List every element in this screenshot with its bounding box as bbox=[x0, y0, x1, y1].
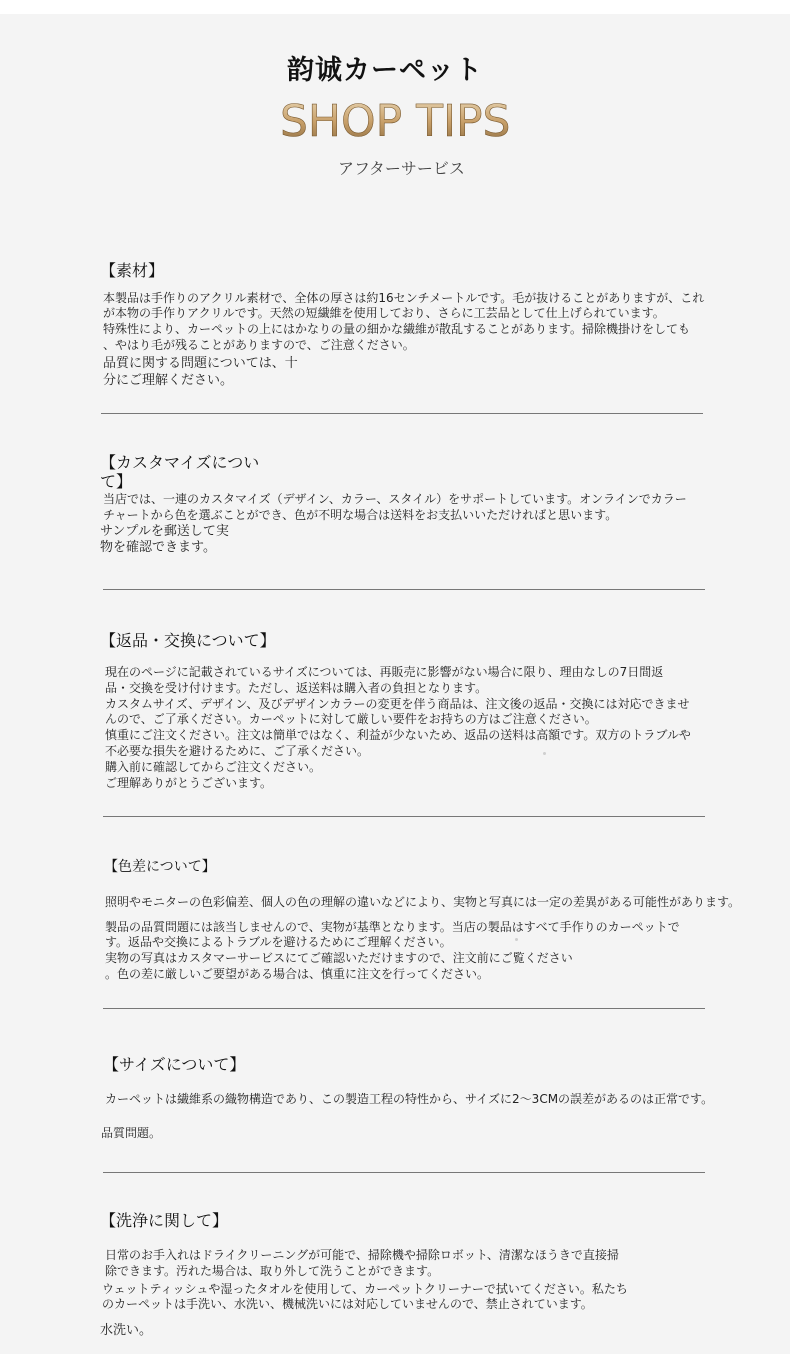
divider bbox=[101, 413, 703, 414]
section-text-color-line-2: 製品の品質問題には該当しませんので、実物が基準となります。当店の製品はすべて手作りのカーペットで bbox=[105, 920, 680, 934]
section-text-cleaning-line-2: 除できます。汚れた場合は、取り外して洗うことができます。 bbox=[105, 1264, 440, 1278]
speck bbox=[543, 752, 546, 755]
section-heading-cleaning: 【洗浄に関して】 bbox=[100, 1211, 229, 1230]
section-text-returns-line-1: 現在のページに記載されているサイズについては、再販売に影響がない場合に限り、理由なしの7日間返 bbox=[105, 665, 664, 679]
top-white-strip bbox=[0, 0, 790, 14]
speck bbox=[515, 938, 518, 941]
section-text-size-line-1: カーペットは繊維系の織物構造であり、この製造工程の特性から、サイズに2〜3CMの誤差があるのは正常です。 bbox=[105, 1092, 714, 1106]
section-text-returns-line-7: 購入前に確認してからご注文ください。 bbox=[105, 760, 322, 774]
page-subtitle: アフターサービス bbox=[338, 159, 465, 178]
section-text-returns-line-8: ご理解ありがとうございます。 bbox=[105, 776, 273, 790]
section-text-material-line-2: が本物の手作りアクリルです。天然の短繊維を使用しており、さらに工芸品として仕上げられています。 bbox=[103, 306, 665, 320]
section-heading-color-difference: 【色差について】 bbox=[104, 859, 216, 875]
section-heading-size: 【サイズについて】 bbox=[103, 1055, 246, 1074]
section-text-returns-line-3: カスタムサイズ、デザイン、及びデザインカラーの変更を伴う商品は、注文後の返品・交換には対応できませ bbox=[105, 697, 690, 711]
section-text-cleaning-line-4: のカーペットは手洗い、水洗い、機械洗いには対応していませんので、禁止されています。 bbox=[102, 1297, 593, 1311]
logo-text: SHOP TIPS bbox=[280, 96, 511, 147]
section-heading-customize-line-2: て】 bbox=[100, 472, 133, 491]
shop-tips-logo bbox=[278, 84, 514, 148]
section-text-returns-line-2: 品・交換を受け付けます。ただし、返送料は購入者の負担となります。 bbox=[105, 681, 488, 695]
section-text-color-line-5: 。色の差に厳しいご要望がある場合は、慎重に注文を行ってください。 bbox=[105, 967, 490, 981]
section-text-returns-line-6: 不必要な損失を避けるために、ご了承ください。 bbox=[105, 744, 370, 758]
divider bbox=[103, 816, 705, 817]
section-text-material-line-4: 、やはり毛が残ることがありますので、ご注意ください。 bbox=[103, 338, 415, 352]
section-text-cleaning-line-1: 日常のお手入れはドライクリーニングが可能で、掃除機や掃除ロボット、清潔なほうきで直接掃 bbox=[105, 1248, 619, 1262]
divider bbox=[103, 1172, 705, 1173]
section-text-material-line-5: 品質に関する問題については、十 bbox=[103, 356, 298, 371]
section-text-color-line-4: 実物の写真はカスタマーサービスにてご確認いただけますので、注文前にご覧ください bbox=[105, 951, 573, 965]
divider bbox=[103, 589, 705, 590]
section-heading-returns: 【返品・交換について】 bbox=[100, 631, 276, 650]
section-text-customize-line-2: チャートから色を選ぶことができ、色が不明な場合は送料をお支払いいただければと思います。 bbox=[103, 508, 618, 522]
section-text-material-line-3: 特殊性により、カーペットの上にはかなりの量の細かな繊維が散乱することがあります。掃除機掛けをしても bbox=[103, 322, 691, 336]
section-text-size-line-2: 品質問題。 bbox=[101, 1126, 162, 1140]
section-text-returns-line-4: んので、ご了承ください。カーペットに対して厳しい要件をお持ちの方はご注意ください。 bbox=[105, 712, 597, 726]
divider bbox=[103, 1008, 705, 1009]
section-text-returns-line-5: 慎重にご注文ください。注文は簡単ではなく、利益が少ないため、返品の送料は高額です。双方のトラブルや bbox=[105, 728, 691, 742]
section-text-cleaning-line-3: ウェットティッシュや湿ったタオルを使用して、カーペットクリーナーで拭いてください。私たち bbox=[102, 1282, 628, 1296]
section-text-color-line-1: 照明やモニターの色彩偏差、個人の色の理解の違いなどにより、実物と写真には一定の差異がある可能性があります。 bbox=[105, 895, 741, 909]
section-text-customize-line-1: 当店では、一連のカスタマイズ（デザイン、カラー、スタイル）をサポートしています。オンラインでカラー bbox=[103, 492, 687, 506]
section-text-color-line-3: す。返品や交換によるトラブルを避けるためにご理解ください。 bbox=[105, 935, 452, 949]
shop-title: 韵诚カーペット bbox=[287, 55, 483, 86]
section-text-cleaning-line-5: 水洗い。 bbox=[100, 1323, 153, 1338]
section-text-customize-line-4: 物を確認できます。 bbox=[100, 540, 216, 555]
section-text-material-line-1: 本製品は手作りのアクリル素材で、全体の厚さは約16センチメートルです。毛が抜けることがありますが、これ bbox=[103, 291, 705, 305]
section-text-material-line-6: 分にご理解ください。 bbox=[103, 373, 234, 388]
section-heading-material: 【素材】 bbox=[100, 261, 165, 280]
section-heading-customize-line-1: 【カスタマイズについ bbox=[100, 453, 260, 472]
section-text-customize-line-3: サンプルを郵送して実 bbox=[100, 524, 229, 539]
